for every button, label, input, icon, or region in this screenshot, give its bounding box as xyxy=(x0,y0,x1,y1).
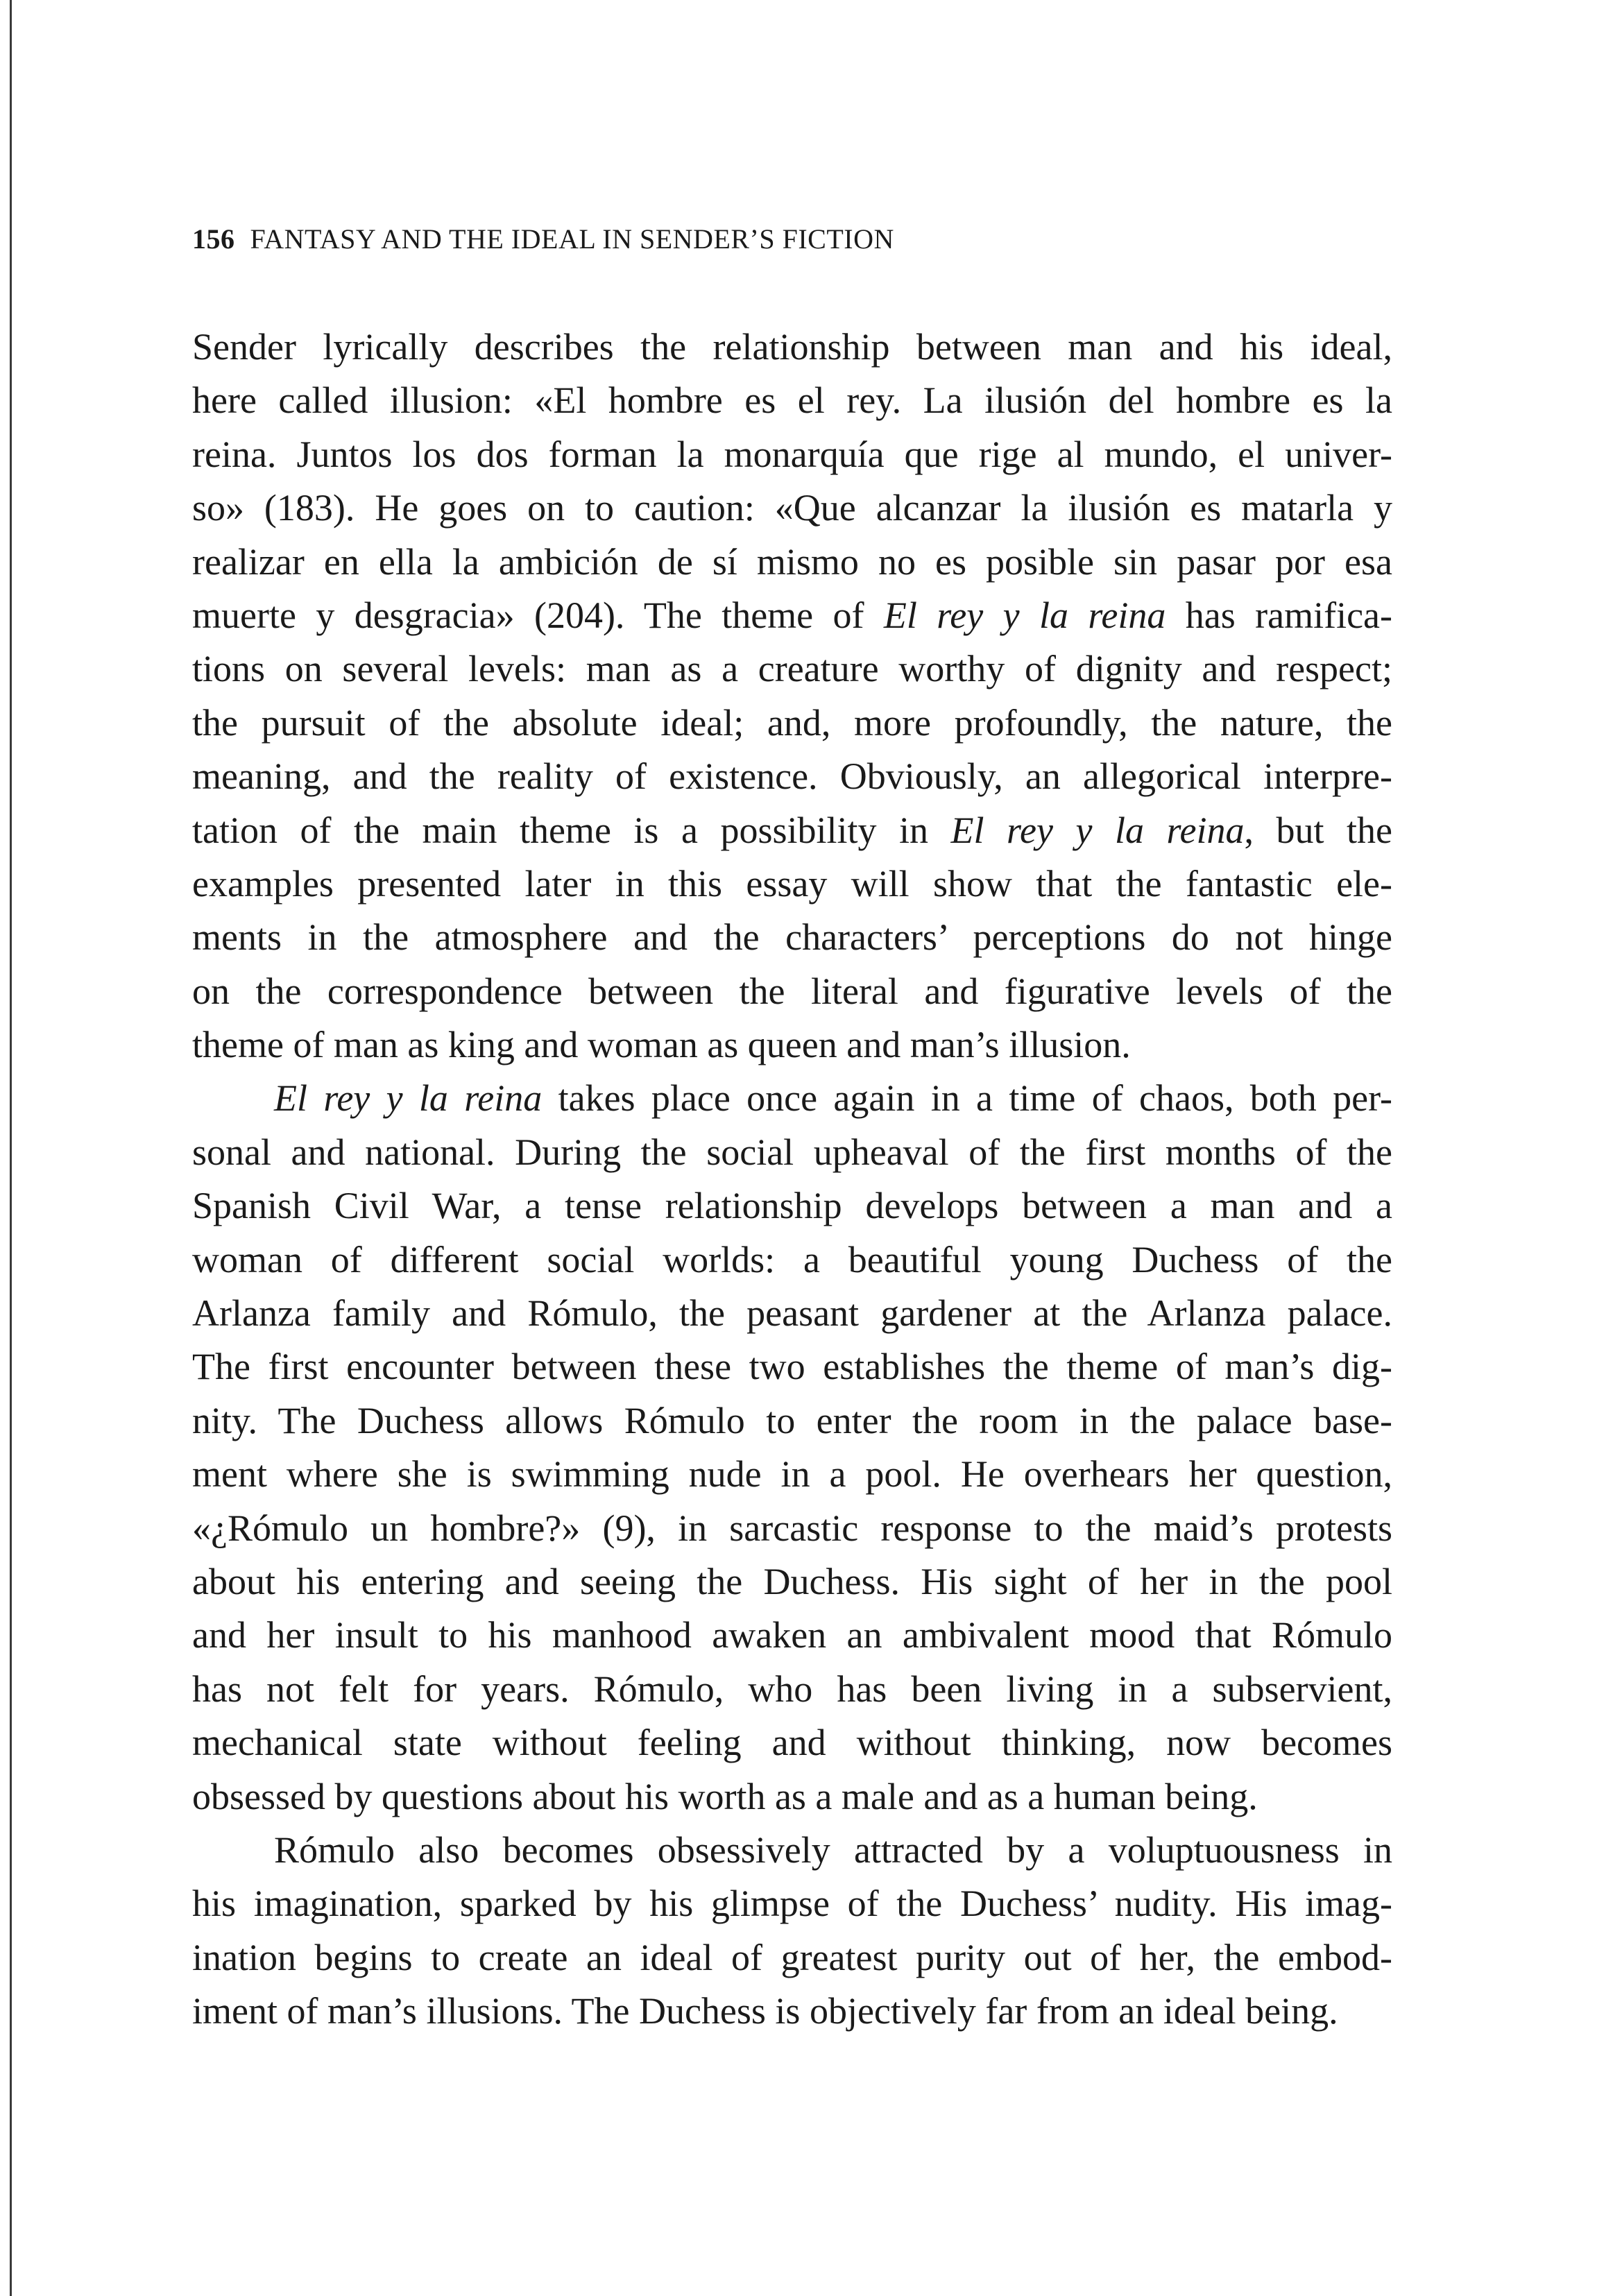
text-line xyxy=(192,1448,1392,1501)
paragraph xyxy=(192,1072,1392,1823)
text-line xyxy=(192,374,1392,427)
text-line xyxy=(192,1394,1392,1448)
text-segment: has ramifica- xyxy=(1166,594,1392,636)
text-segment: Spanish Civil War, a tense relationship develops between a man and a xyxy=(192,1185,1392,1227)
text-segment: Rómulo also becomes obsessively attracted by a voluptuousness in xyxy=(274,1828,1392,1871)
page-number: 156 xyxy=(192,223,235,255)
text-line xyxy=(192,1609,1392,1662)
text-segment: tation of the main theme is a possibility in xyxy=(192,809,951,851)
italic-title-text: El rey y la reina xyxy=(883,594,1166,636)
text-segment: «¿Rómulo un hombre?» (9), in sarcastic response to the maid’s protests xyxy=(192,1507,1392,1549)
text-segment: reina. Juntos los dos forman la monarquía que rige al mundo, el univer- xyxy=(192,433,1392,475)
text-line xyxy=(192,536,1392,589)
text-line xyxy=(192,1340,1392,1394)
text-segment: sonal and national. During the social upheaval of the first months of the xyxy=(192,1131,1392,1173)
italic-title-text: El rey y la reina xyxy=(274,1077,543,1120)
text-segment: ments in the atmosphere and the characters’ perceptions do not hinge xyxy=(192,916,1392,959)
text-segment: woman of different social worlds: a beautiful young Duchess of the xyxy=(192,1238,1392,1280)
text-segment: muerte y desgracia» (204). The theme of xyxy=(192,594,884,636)
text-line xyxy=(192,1716,1392,1770)
text-segment: tions on several levels: man as a creature worthy of dignity and respect; xyxy=(192,648,1392,690)
text-line xyxy=(192,1179,1392,1233)
text-line xyxy=(192,1233,1392,1287)
text-segment: The first encounter between these two establishes the theme of man’s dig- xyxy=(192,1346,1392,1388)
text-line xyxy=(192,1287,1392,1340)
text-line xyxy=(192,750,1392,803)
text-line xyxy=(192,320,1392,374)
text-line xyxy=(192,1072,1392,1125)
text-segment: mechanical state without feeling and without thinking, now becomes xyxy=(192,1722,1392,1764)
running-head-title: FANTASY AND THE IDEAL IN SENDER’S FICTION xyxy=(250,223,894,255)
text-segment: meaning, and the reality of existence. Obviously, an allegorical interpre- xyxy=(192,755,1392,798)
text-segment: has not felt for years. Rómulo, who has been living in a subservient, xyxy=(192,1668,1392,1710)
text-segment: Sender lyrically describes the relationship between man and his ideal, xyxy=(192,326,1392,368)
text-segment: his imagination, sparked by his glimpse of the Duchess’ nudity. His imag- xyxy=(192,1883,1392,1925)
text-line xyxy=(192,696,1392,750)
text-line xyxy=(192,1663,1392,1716)
text-line xyxy=(192,1931,1392,1985)
text-segment: , but the xyxy=(1244,809,1392,851)
text-segment: iment of man’s illusions. The Duchess is objectively far from an ideal being. xyxy=(192,1990,1338,2032)
text-segment: and her insult to his manhood awaken an ambivalent mood that Rómulo xyxy=(192,1614,1392,1656)
italic-title-text: El rey y la reina xyxy=(950,809,1245,851)
text-segment: takes place once again in a time of chaos, both per- xyxy=(542,1077,1392,1120)
text-line xyxy=(192,428,1392,481)
text-segment: so» (183). He goes on to caution: «Que alcanzar la ilusión es matarla y xyxy=(192,487,1392,529)
text-line xyxy=(192,1502,1392,1555)
text-line xyxy=(192,1877,1392,1930)
text-line xyxy=(192,1126,1392,1179)
text-line xyxy=(192,911,1392,964)
text-line xyxy=(192,857,1392,911)
text-segment: theme of man as king and woman as queen and man’s illusion. xyxy=(192,1024,1131,1066)
text-line xyxy=(192,1770,1392,1824)
text-segment: Arlanza family and Rómulo, the peasant gardener at the Arlanza palace. xyxy=(192,1292,1392,1335)
text-segment: examples presented later in this essay will show that the fantastic ele- xyxy=(192,862,1392,905)
text-line xyxy=(192,481,1392,535)
text-segment: realizar en ella la ambición de sí mismo no es posible sin pasar por esa xyxy=(192,540,1392,583)
paragraph xyxy=(192,320,1392,1072)
text-segment: obsessed by questions about his worth as a male and as a human being. xyxy=(192,1775,1258,1817)
text-segment: on the correspondence between the literal and figurative levels of the xyxy=(192,970,1392,1012)
text-line xyxy=(192,1018,1392,1072)
text-segment: nity. The Duchess allows Rómulo to enter the room in the palace base- xyxy=(192,1399,1392,1441)
text-line xyxy=(192,1555,1392,1609)
text-segment: ment where she is swimming nude in a pool. He overhears her question, xyxy=(192,1453,1392,1496)
running-head xyxy=(192,219,894,260)
text-line xyxy=(192,804,1392,857)
text-segment: about his entering and seeing the Duchess. His sight of her in the pool xyxy=(192,1560,1392,1602)
page-edge-rule xyxy=(10,0,12,2296)
text-line xyxy=(192,965,1392,1018)
text-segment: the pursuit of the absolute ideal; and, more profoundly, the nature, the xyxy=(192,701,1392,744)
paragraph xyxy=(192,1824,1392,2039)
body-text xyxy=(192,320,1392,2039)
text-segment: ination begins to create an ideal of greatest purity out of her, the embod- xyxy=(192,1936,1392,1978)
text-line xyxy=(192,1985,1392,2038)
text-line xyxy=(192,589,1392,642)
text-line xyxy=(192,1824,1392,1877)
text-line xyxy=(192,642,1392,696)
text-segment: here called illusion: «El hombre es el rey. La ilusión del hombre es la xyxy=(192,379,1392,422)
